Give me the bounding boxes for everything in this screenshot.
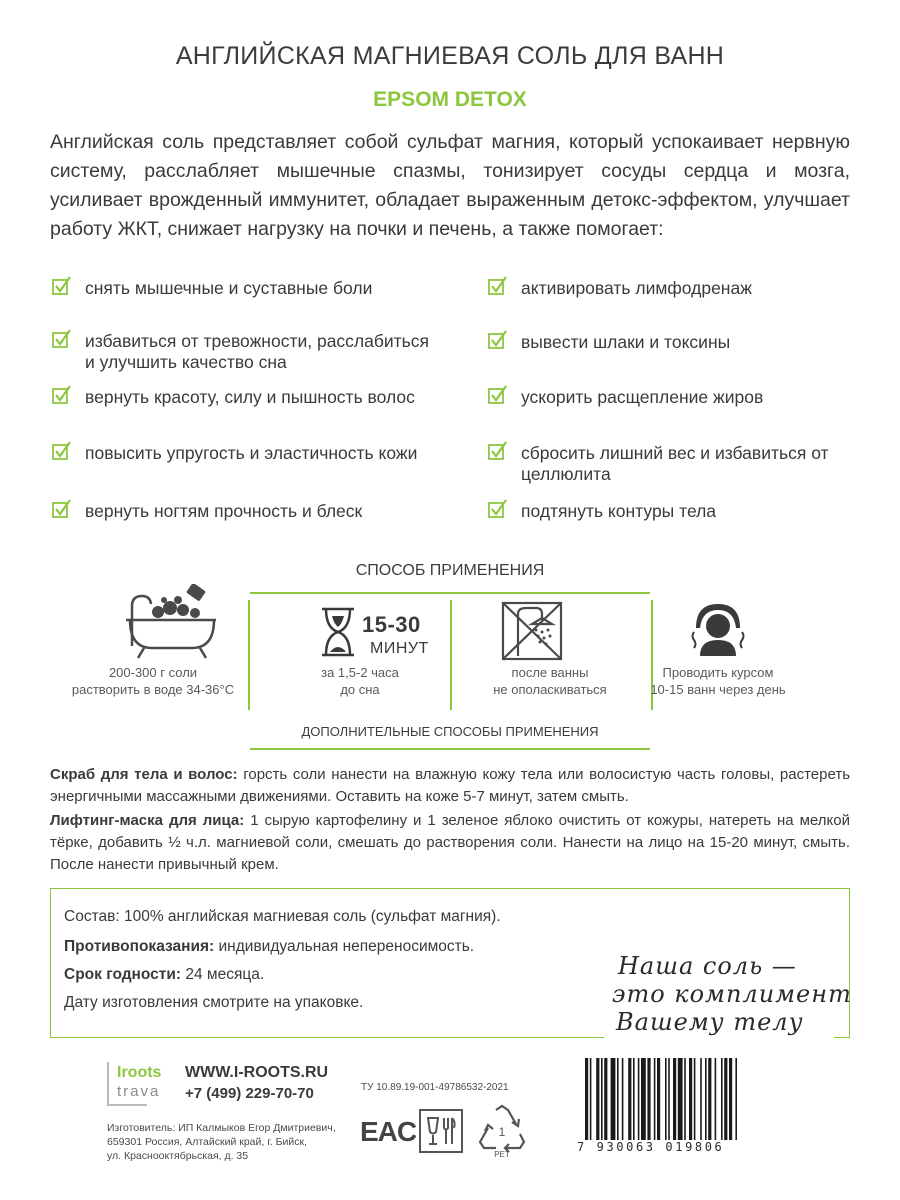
- manufacturer-line: ул. Краснооктябрьская, д. 35: [107, 1150, 249, 1162]
- barcode-bar: [628, 1058, 631, 1140]
- barcode-bar: [735, 1058, 737, 1140]
- no-shower-icon: [500, 600, 566, 662]
- eac-mark: EAC: [360, 1116, 417, 1147]
- barcode-digits: 7 930063 019806: [577, 1140, 805, 1154]
- checkmark-icon: [52, 276, 72, 296]
- barcode-bar: [617, 1058, 619, 1140]
- checkmark-icon: [488, 385, 508, 405]
- benefit-text: вернуть ногтям прочность и блеск: [85, 501, 363, 521]
- barcode-bar: [622, 1058, 624, 1140]
- barcode-bar: [668, 1058, 670, 1140]
- page-title: АНГЛИЙСКАЯ МАГНИЕВАЯ СОЛЬ ДЛЯ ВАНН: [175, 42, 725, 70]
- benefit-text: сбросить лишний вес и избавиться от целлюлита: [521, 443, 829, 484]
- manufacturer-info: [107, 1121, 347, 1163]
- scrub-paragraph: [50, 764, 850, 808]
- barcode-bar: [647, 1058, 650, 1140]
- recycle-number: 1: [498, 1125, 506, 1139]
- benefit-text: вывести шлаки и токсины: [521, 332, 731, 352]
- benefit-item: [52, 501, 432, 522]
- usage-separator: [450, 600, 452, 710]
- contraindications-label: Противопоказания:: [64, 938, 215, 955]
- barcode-bar: [708, 1058, 711, 1140]
- barcode-bar: [633, 1058, 635, 1140]
- product-subtitle: EPSOM DETOX: [373, 88, 527, 111]
- barcode-bar: [590, 1058, 592, 1140]
- benefit-text: ускорить расщепление жиров: [521, 387, 764, 407]
- usage-divider: [250, 592, 650, 594]
- usage-caption: [643, 664, 793, 698]
- website-link[interactable]: WWW.I-ROOTS.RU: [185, 1064, 329, 1081]
- bathtub-icon: [118, 584, 228, 664]
- recycle-icon: [476, 1104, 528, 1158]
- checkmark-icon: [488, 441, 508, 461]
- phone-number: +7 (499) 229-70-70: [185, 1085, 314, 1102]
- composition-text: 100% английская магниевая соль (сульфат магния).: [119, 908, 501, 925]
- usage-caption: [58, 664, 248, 698]
- barcode-bar: [665, 1058, 667, 1140]
- benefit-item: [488, 278, 838, 299]
- benefit-text: избавиться от тревожности, расслабиться и улучшить качество сна: [85, 331, 430, 372]
- usage-time-value: 15-30: [362, 612, 421, 637]
- barcode-bar: [585, 1058, 588, 1140]
- barcode-bar: [694, 1058, 696, 1140]
- logo-text-top: Iroots: [117, 1064, 162, 1081]
- barcode-bar: [678, 1058, 683, 1140]
- benefit-item: [488, 332, 838, 353]
- barcode-bar: [657, 1058, 660, 1140]
- slogan-line: это комплимент: [612, 980, 852, 1008]
- barcode-bar: [601, 1058, 603, 1140]
- intro-paragraph: Английская соль представляет собой сульфат магния, который успокаивает нервную систему, расслабляет мышечные спазмы, тонизирует сосуды сердца и мозга, усиливает врожденный иммунитет, обладает выраженным детокс-эффектом, улучшает работу ЖКТ, снижает нагрузку на почки и печень, а также помогает:: [50, 131, 850, 240]
- scrub-label: Скраб для тела и волос:: [50, 766, 238, 783]
- barcode-bar: [689, 1058, 692, 1140]
- barcode-bar: [638, 1058, 640, 1140]
- benefit-item: [52, 443, 432, 464]
- benefit-item: [52, 331, 432, 373]
- benefit-item: [488, 501, 838, 522]
- checkmark-icon: [52, 385, 72, 405]
- benefit-item: [52, 387, 432, 408]
- usage-caption-line: не ополаскиваться: [493, 682, 607, 697]
- checkmark-icon: [52, 329, 72, 349]
- shelf-life-label: Срок годности:: [64, 966, 182, 983]
- benefit-item: [52, 278, 432, 299]
- manufacturer-line: 659301 Россия, Алтайский край, г. Бийск,: [107, 1136, 307, 1148]
- manufacturer-line: Изготовитель: ИП Калмыков Егор Дмитриевич,: [107, 1122, 336, 1134]
- shelf-life-text: 24 месяца.: [181, 966, 265, 983]
- slogan-line: Вашему телу: [616, 1008, 804, 1036]
- benefit-text: снять мышечные и суставные боли: [85, 278, 373, 298]
- steam-face-icon: [690, 596, 746, 660]
- barcode-bar: [724, 1058, 727, 1140]
- barcode-bar: [673, 1058, 676, 1140]
- barcode-bar: [705, 1058, 707, 1140]
- usage-caption: [460, 664, 640, 698]
- additional-title: ДОПОЛНИТЕЛЬНЫЕ СПОСОБЫ ПРИМЕНЕНИЯ: [301, 724, 599, 739]
- composition-line: [64, 908, 501, 926]
- usage-caption-line: 10-15 ванн через день: [650, 682, 786, 697]
- checkmark-icon: [488, 330, 508, 350]
- barcode-bar: [721, 1058, 723, 1140]
- benefit-text: активировать лимфодренаж: [521, 278, 752, 298]
- shelf-life-line: [64, 966, 264, 984]
- checkmark-icon: [488, 276, 508, 296]
- barcode-bar: [700, 1058, 702, 1140]
- recycle-label: PET: [494, 1150, 510, 1158]
- additional-divider: [250, 748, 650, 750]
- usage-caption-line: Проводить курсом: [662, 665, 774, 680]
- logo-text-bottom: trava: [117, 1083, 161, 1100]
- scrub-text: горсть соли нанести на влажную кожу тела или волосистую часть головы, растереть энергичными массажными движениями. Оставить на коже 5-7 минут, затем смыть.: [50, 766, 851, 805]
- mask-text: 1 сырую картофелину и 1 зеленое яблоко очистить от кожуры, натереть на мелкой тёрке, добавить ½ ч.л. магниевой соли, смешать до растворения соли. Нанести на лицо на 15-20 минут, смыть. После нанести привычный крем.: [50, 812, 850, 873]
- mask-label: Лифтинг-маска для лица:: [50, 812, 245, 829]
- barcode-bar: [604, 1058, 607, 1140]
- composition-label: Состав:: [64, 908, 120, 925]
- contraindications-line: [64, 938, 474, 956]
- barcode-bar: [611, 1058, 616, 1140]
- barcode-bar: [641, 1058, 646, 1140]
- benefit-text: подтянуть контуры тела: [521, 501, 717, 521]
- barcode-bar: [715, 1058, 717, 1140]
- usage-title: СПОСОБ ПРИМЕНЕНИЯ: [355, 562, 545, 579]
- usage-caption-line: до сна: [340, 682, 380, 697]
- usage-caption-line: растворить в воде 34-36°С: [71, 682, 235, 697]
- barcode-bar: [684, 1058, 686, 1140]
- checkmark-icon: [488, 499, 508, 519]
- hourglass-icon: [318, 606, 358, 658]
- barcode-bar: [596, 1058, 599, 1140]
- barcode-bar: [729, 1058, 732, 1140]
- food-safe-icon: [418, 1108, 464, 1154]
- usage-separator: [248, 600, 250, 710]
- usage-caption-line: за 1,5-2 часа: [321, 665, 399, 680]
- tu-code: ТУ 10.89.19-001-49786532-2021: [361, 1082, 509, 1093]
- checkmark-icon: [52, 499, 72, 519]
- mask-paragraph: [50, 810, 850, 876]
- usage-caption-line: 200-300 г соли: [108, 665, 198, 680]
- benefit-item: [488, 443, 838, 485]
- barcode-bar: [654, 1058, 656, 1140]
- usage-caption-line: после ванны: [511, 665, 589, 680]
- contraindications-text: индивидуальная непереносимость.: [214, 938, 475, 955]
- benefit-text: вернуть красоту, силу и пышность волос: [85, 387, 415, 407]
- slogan-line: Наша соль —: [618, 952, 797, 980]
- brand-logo: [107, 1062, 173, 1106]
- benefit-text: повысить упругость и эластичность кожи: [85, 443, 418, 463]
- manufacture-date-line: Дату изготовления смотрите на упаковке.: [64, 994, 364, 1011]
- usage-caption: [290, 664, 430, 698]
- checkmark-icon: [52, 441, 72, 461]
- benefit-item: [488, 387, 838, 408]
- usage-time-unit: МИНУТ: [370, 640, 429, 657]
